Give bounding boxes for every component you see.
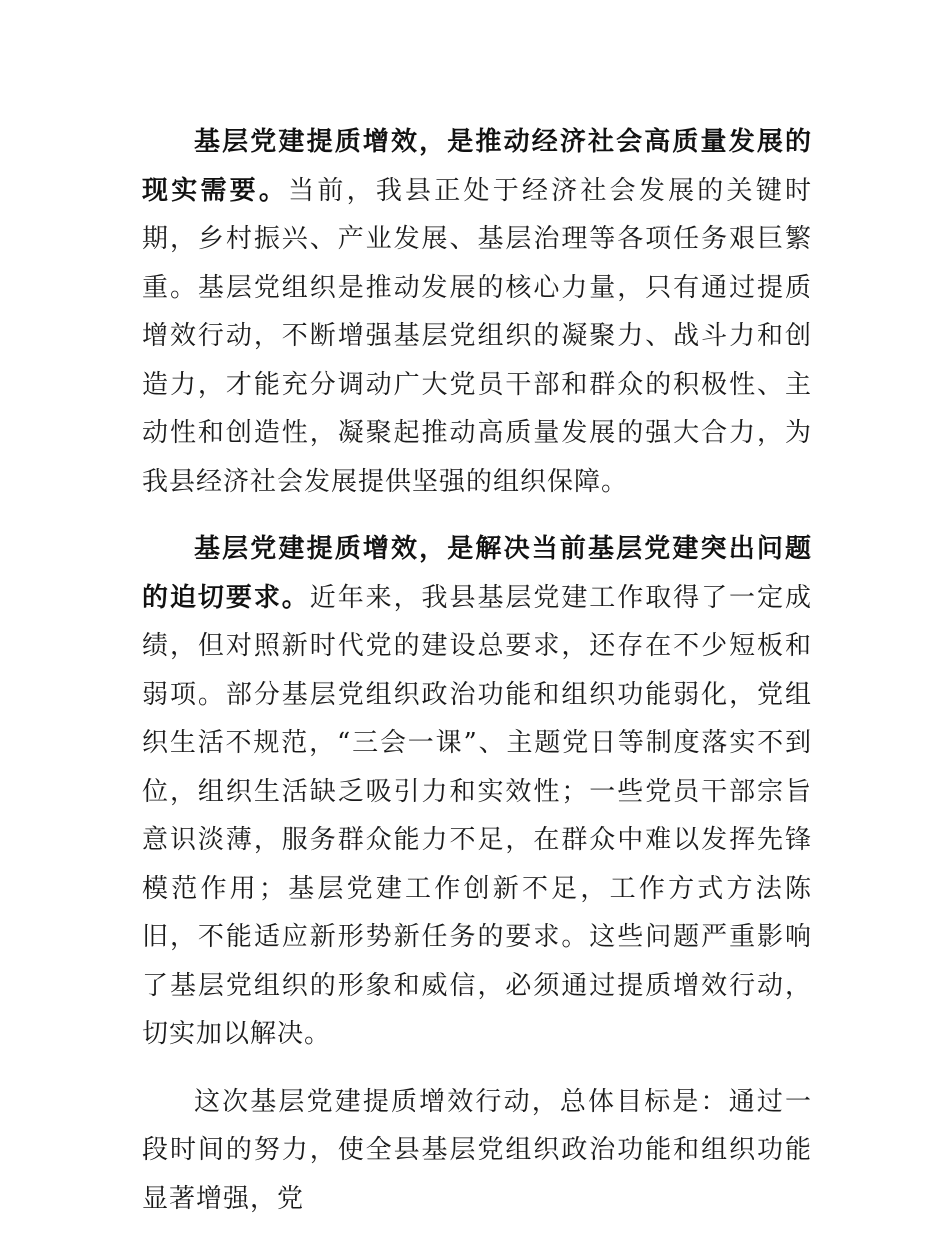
paragraph-3 [142, 1078, 812, 1224]
paragraph-2-lead: 基层党建提质增效，是解决当前基层党建突出问题的迫切要求。 [142, 534, 812, 613]
paragraph-1-body: 当前，我县正处于经济社会发展的关键时期，乡村振兴、产业发展、基层治理等各项任务艰巨繁重。基层党组织是推动发展的核心力量，只有通过提质增效行动，不断增强基层党组织的凝聚力、战斗力和创造力，才能充分调动广大党员干部和群众的积极性、主动性和创造性，凝聚起推动高质量发展的强大合力，为我县经济社会发展提供坚强的组织保障。 [142, 175, 812, 497]
paragraph-3-body: 这次基层党建提质增效行动，总体目标是：通过一段时间的努力，使全县基层党组织政治功能和组织功能显著增强，党 [142, 1086, 812, 1214]
paragraph-2-body: 近年来，我县基层党建工作取得了一定成绩，但对照新时代党的建设总要求，还存在不少短板和弱项。部分基层党组织政治功能和组织功能弱化，党组织生活不规范，“三会一课”、主题党日等制度落实不到位，组织生活缺乏吸引力和实效性；一些党员干部宗旨意识淡薄，服务群众能力不足，在群众中难以发挥先锋模范作用；基层党建工作创新不足，工作方式方法陈旧，不能适应新形势新任务的要求。这些问题严重影响了基层党组织的形象和威信，必须通过提质增效行动，切实加以解决。 [142, 582, 812, 1049]
paragraph-1-lead: 基层党建提质增效，是推动经济社会高质量发展的现实需要。 [142, 127, 812, 206]
paragraph-2 [142, 525, 812, 1059]
document-page [142, 118, 812, 1242]
paragraph-1 [142, 118, 812, 506]
